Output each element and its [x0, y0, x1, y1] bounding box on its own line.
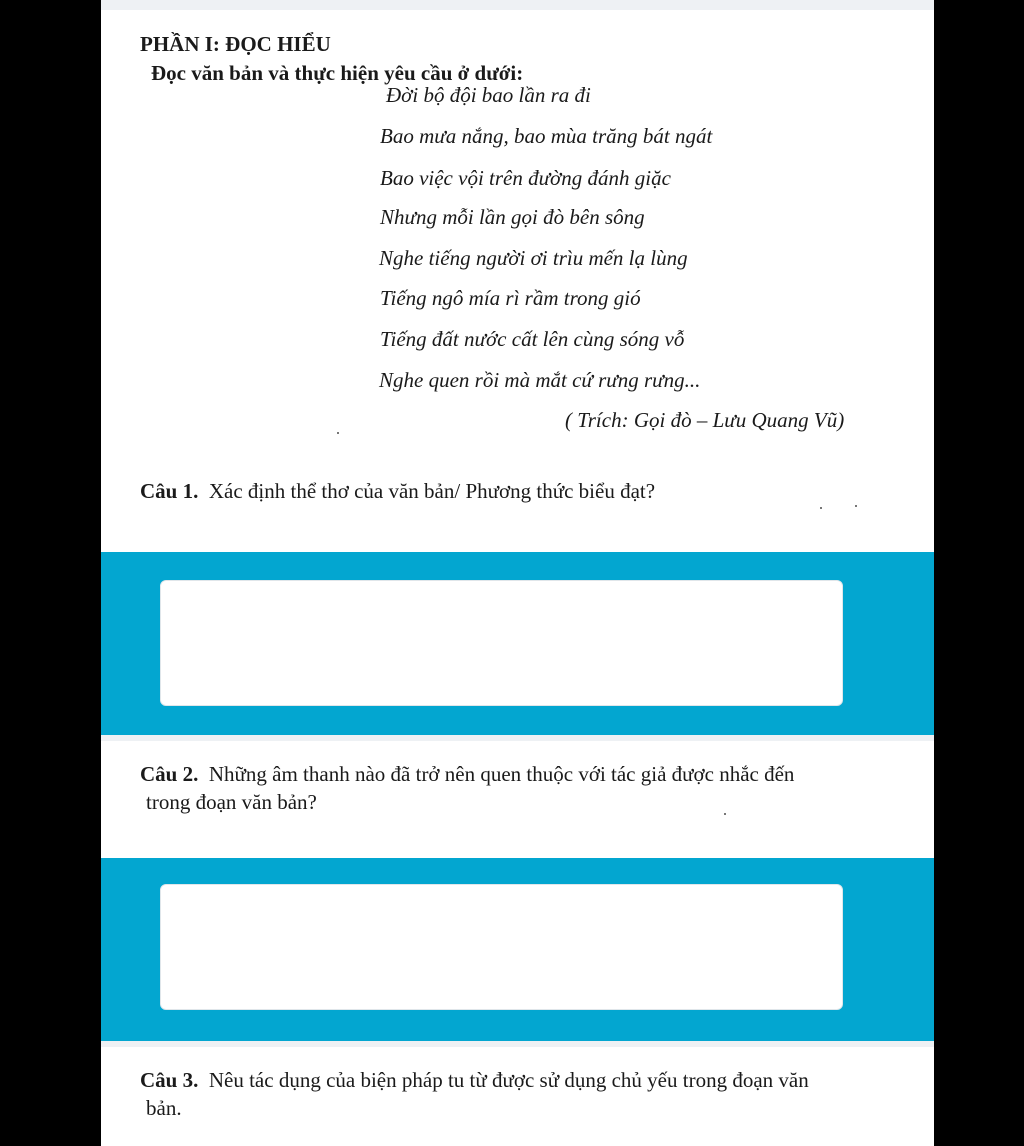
top-divider [101, 0, 934, 10]
poem-line: Đời bộ đội bao lần ra đi [386, 83, 591, 107]
scan-speck [820, 507, 822, 509]
question-text: Những âm thanh nào đã trở nên quen thuộc với tác giả được nhắc đến [208, 762, 795, 786]
citation: ( Trích: Gọi đò – Lưu Quang Vũ) [565, 408, 845, 432]
question-3 [140, 1066, 910, 1122]
question-text-cont: bản. [146, 1096, 182, 1120]
section-title: PHẦN I: ĐỌC HIỂU [140, 32, 331, 56]
answer-input-2[interactable] [160, 884, 843, 1010]
question-number: Câu 3. [140, 1068, 199, 1092]
panel-divider [101, 735, 934, 741]
poem-line: Bao việc vội trên đường đánh giặc [380, 166, 671, 190]
poem-line: Bao mưa nắng, bao mùa trăng bát ngát [380, 124, 713, 148]
answer-input-1[interactable] [160, 580, 843, 706]
poem-line: Nghe quen rồi mà mắt cứ rưng rưng... [379, 368, 701, 392]
question-number: Câu 2. [140, 762, 199, 786]
answer-panel-1 [101, 552, 934, 735]
question-text: Nêu tác dụng của biện pháp tu từ được sử dụng chủ yếu trong đoạn văn [208, 1068, 809, 1092]
question-1 [140, 477, 655, 505]
scan-speck [337, 432, 339, 434]
instruction-text: Đọc văn bản và thực hiện yêu cầu ở dưới: [151, 61, 524, 85]
panel-divider [101, 1041, 934, 1047]
scan-speck [724, 813, 726, 815]
question-text: Xác định thể thơ của văn bản/ Phương thức biểu đạt? [208, 479, 656, 503]
document-page [101, 0, 934, 1146]
answer-panel-2 [101, 858, 934, 1041]
poem-line: Tiếng ngô mía rì rầm trong gió [380, 286, 641, 310]
question-text-cont: trong đoạn văn bản? [146, 790, 317, 814]
poem-line: Nhưng mỗi lần gọi đò bên sông [380, 205, 645, 229]
question-2 [140, 760, 900, 816]
poem-line: Tiếng đất nước cất lên cùng sóng vỗ [380, 327, 685, 351]
poem-line: Nghe tiếng người ơi trìu mến lạ lùng [379, 246, 688, 270]
question-number: Câu 1. [140, 479, 199, 503]
scan-speck [855, 505, 857, 507]
